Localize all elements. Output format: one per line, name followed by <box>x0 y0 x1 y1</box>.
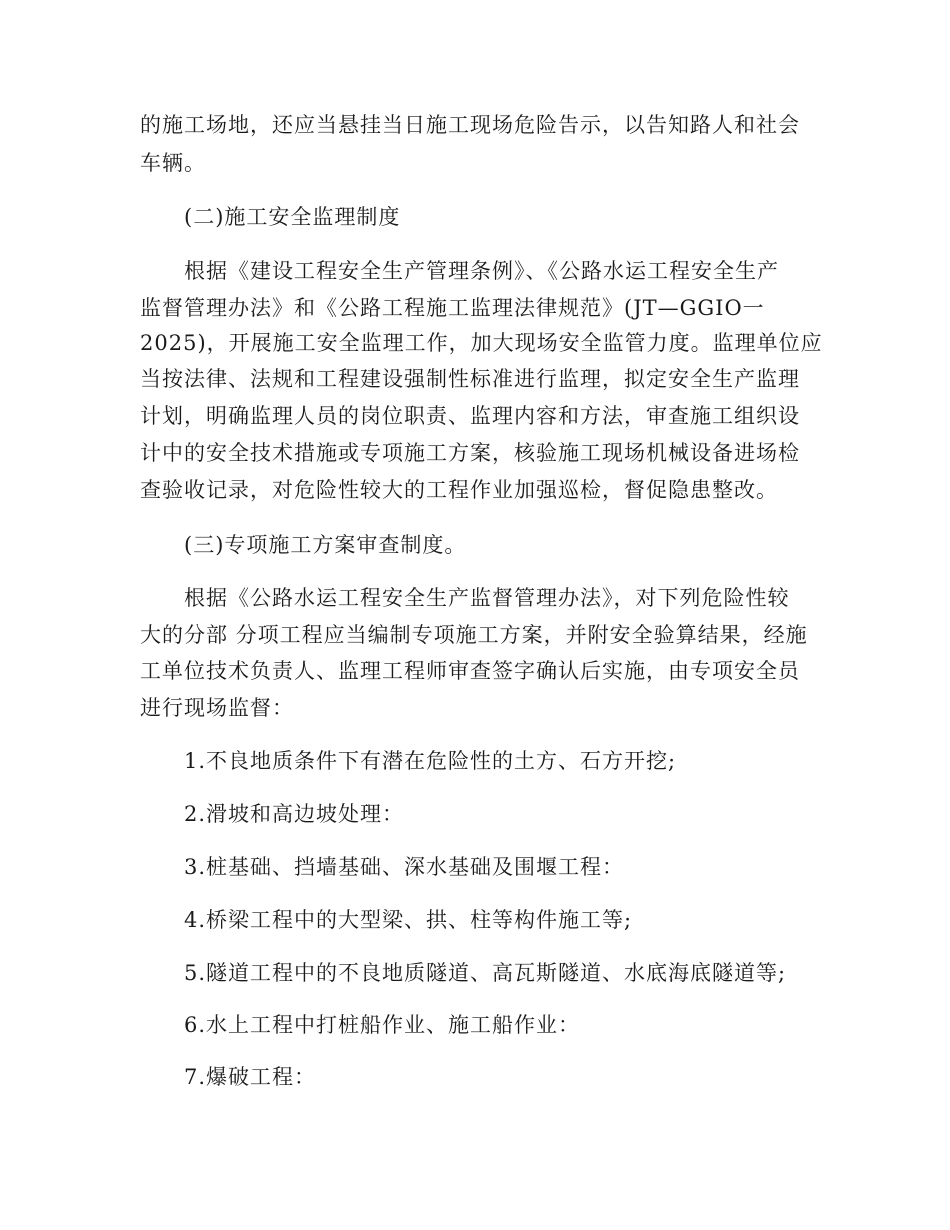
list-item: 3.桩基础、挡墙基础、深水基础及围堰工程： <box>184 855 625 879</box>
text-line: 的施工场地，还应当悬挂当日施工现场危险告示，以告知路人和社会 <box>140 113 800 137</box>
list-item: 7.爆破工程： <box>184 1065 317 1089</box>
text-line: 计划，明确监理人员的岗位职责、监理内容和方法，审查施工组织设 <box>140 404 800 428</box>
text-line: 监督管理办法》和《公路工程施工监理法律规范》(JT—GGIO一 <box>140 296 765 320</box>
list-item: 2.滑坡和高边坡处理： <box>184 802 405 826</box>
text-line: 2025)，开展施工安全监理工作，加大现场安全监管力度。监理单位应 <box>140 331 823 355</box>
text-line: 大的分部 分项工程应当编制专项施工方案，并附安全验算结果，经施 <box>140 623 808 647</box>
text-line: 工单位技术负责人、监理工程师审查签字确认后实施，由专项安全员 <box>140 659 800 683</box>
text-line: 根据《建设工程安全生产管理条例》、《公路水运工程安全生产 <box>184 259 779 283</box>
list-item: 1.不良地质条件下有潜在危险性的土方、石方开挖; <box>184 749 677 773</box>
list-item: 6.水上工程中打桩船作业、施工船作业： <box>184 1013 581 1037</box>
text-line: 车辆。 <box>140 151 206 175</box>
text-line: 当按法律、法规和工程建设强制性标准进行监理，拟定安全生产监理 <box>140 367 800 391</box>
section-heading: (三)专项施工方案审查制度。 <box>184 533 467 557</box>
text-line: 查验收记录，对危险性较大的工程作业加强巡检，督促隐患整改。 <box>140 478 778 502</box>
list-item: 4.桥梁工程中的大型梁、拱、柱等构件施工等; <box>184 908 633 932</box>
list-item: 5.隧道工程中的不良地质隧道、高瓦斯隧道、水底海底隧道等; <box>184 961 787 985</box>
text-line: 根据《公路水运工程安全生产监督管理办法》，对下列危险性较 <box>184 586 790 610</box>
text-line: 计中的安全技术措施或专项施工方案，核验施工现场机械设备进场检 <box>140 441 800 465</box>
text-line: 进行现场监督： <box>140 696 294 720</box>
section-heading: (二)施工安全监理制度 <box>184 205 401 229</box>
